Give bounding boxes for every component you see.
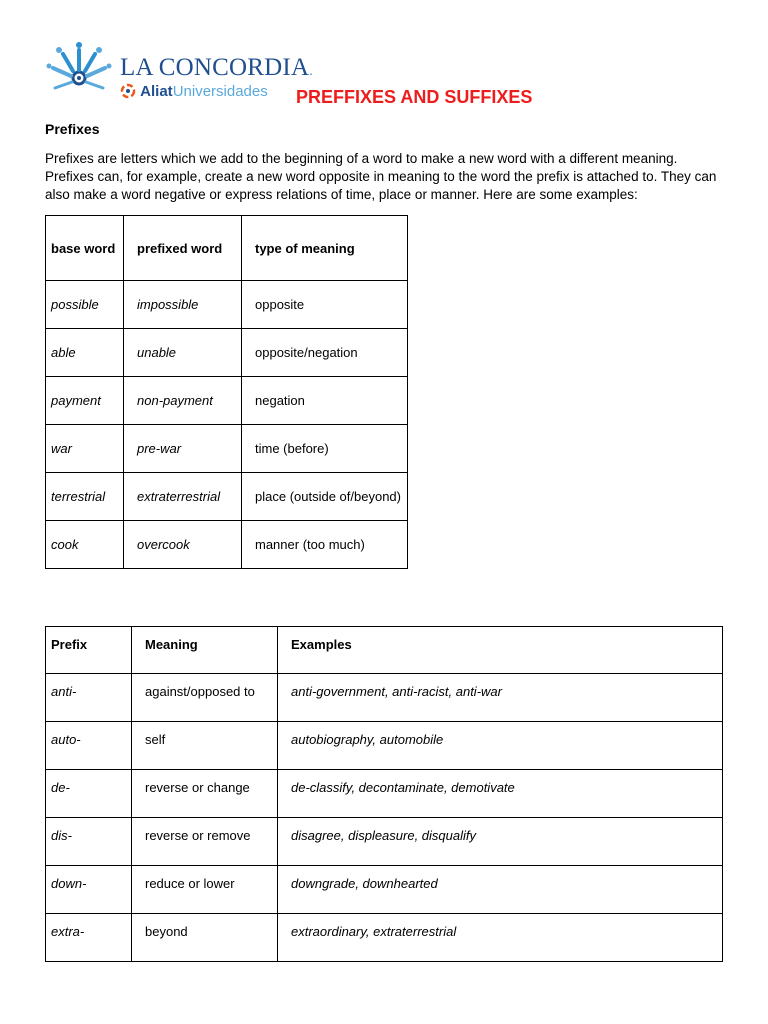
prefix-cell: down- — [46, 866, 132, 914]
logo-universidades-text: Universidades — [172, 83, 268, 100]
prefix-meanings-table — [45, 626, 723, 962]
base-word-cell: possible — [46, 281, 124, 329]
table-row — [46, 281, 408, 329]
table-header-row — [46, 216, 408, 281]
meaning-cell: self — [132, 722, 278, 770]
examples-cell: autobiography, automobile — [278, 722, 723, 770]
column-header: Examples — [278, 627, 723, 674]
meaning-type-cell: manner (too much) — [242, 521, 408, 569]
meaning-type-cell: place (outside of/beyond) — [242, 473, 408, 521]
la-concordia-logo — [45, 40, 313, 106]
logo-wordmark: LA CONCORDIA. — [120, 54, 313, 81]
prefixed-word-cell: non-payment — [124, 377, 242, 425]
meaning-type-cell: time (before) — [242, 425, 408, 473]
meaning-cell: against/opposed to — [132, 674, 278, 722]
prefixes-intro-paragraph: Prefixes are letters which we add to the beginning of a word to make a new word with a different meaning. Prefixes can, for example, create a new word opposite in meaning to the word the prefix is attached to. They can also make a word negative or express relations of time, place or manner. Here are some examples: — [45, 151, 717, 202]
table-row — [46, 473, 408, 521]
table-row — [46, 914, 723, 962]
column-header: prefixed word — [124, 216, 242, 281]
meaning-type-cell: opposite — [242, 281, 408, 329]
table-row — [46, 866, 723, 914]
base-word-cell: payment — [46, 377, 124, 425]
examples-cell: disagree, displeasure, disqualify — [278, 818, 723, 866]
table-row — [46, 770, 723, 818]
base-word-cell: war — [46, 425, 124, 473]
column-header: Meaning — [132, 627, 278, 674]
prefixed-word-cell: pre-war — [124, 425, 242, 473]
examples-cell: downgrade, downhearted — [278, 866, 723, 914]
examples-cell: anti-government, anti-racist, anti-war — [278, 674, 723, 722]
column-header: base word — [46, 216, 124, 281]
table-row — [46, 521, 408, 569]
meaning-cell: reverse or change — [132, 770, 278, 818]
logo-emblem-icon — [45, 40, 115, 102]
meaning-type-cell: opposite/negation — [242, 329, 408, 377]
page-title: PREFFIXES AND SUFFIXES — [296, 87, 533, 107]
logo-aliat-text: Aliat — [140, 83, 173, 100]
meaning-cell: reverse or remove — [132, 818, 278, 866]
prefix-cell: dis- — [46, 818, 132, 866]
prefixed-word-cell: overcook — [124, 521, 242, 569]
logo-subbrand — [120, 83, 268, 100]
column-header: type of meaning — [242, 216, 408, 281]
examples-cell: de-classify, decontaminate, demotivate — [278, 770, 723, 818]
table-row — [46, 674, 723, 722]
logo-text: LA CONCORDIA — [120, 54, 310, 81]
prefixed-word-cell: unable — [124, 329, 242, 377]
prefix-cell: extra- — [46, 914, 132, 962]
examples-cell: extraordinary, extraterrestrial — [278, 914, 723, 962]
base-word-cell: able — [46, 329, 124, 377]
prefix-cell: auto- — [46, 722, 132, 770]
table-header-row — [46, 627, 723, 674]
table-row — [46, 425, 408, 473]
prefix-cell: de- — [46, 770, 132, 818]
base-word-cell: cook — [46, 521, 124, 569]
prefixed-words-table — [45, 215, 408, 569]
base-word-cell: terrestrial — [46, 473, 124, 521]
prefixed-word-cell: impossible — [124, 281, 242, 329]
meaning-cell: reduce or lower — [132, 866, 278, 914]
table-row — [46, 377, 408, 425]
column-header: Prefix — [46, 627, 132, 674]
meaning-cell: beyond — [132, 914, 278, 962]
table-row — [46, 818, 723, 866]
prefixed-word-cell: extraterrestrial — [124, 473, 242, 521]
meaning-type-cell: negation — [242, 377, 408, 425]
aliat-ring-icon — [120, 83, 136, 99]
table-row — [46, 329, 408, 377]
prefix-cell: anti- — [46, 674, 132, 722]
table-row — [46, 722, 723, 770]
prefixes-heading: Prefixes — [45, 121, 100, 137]
